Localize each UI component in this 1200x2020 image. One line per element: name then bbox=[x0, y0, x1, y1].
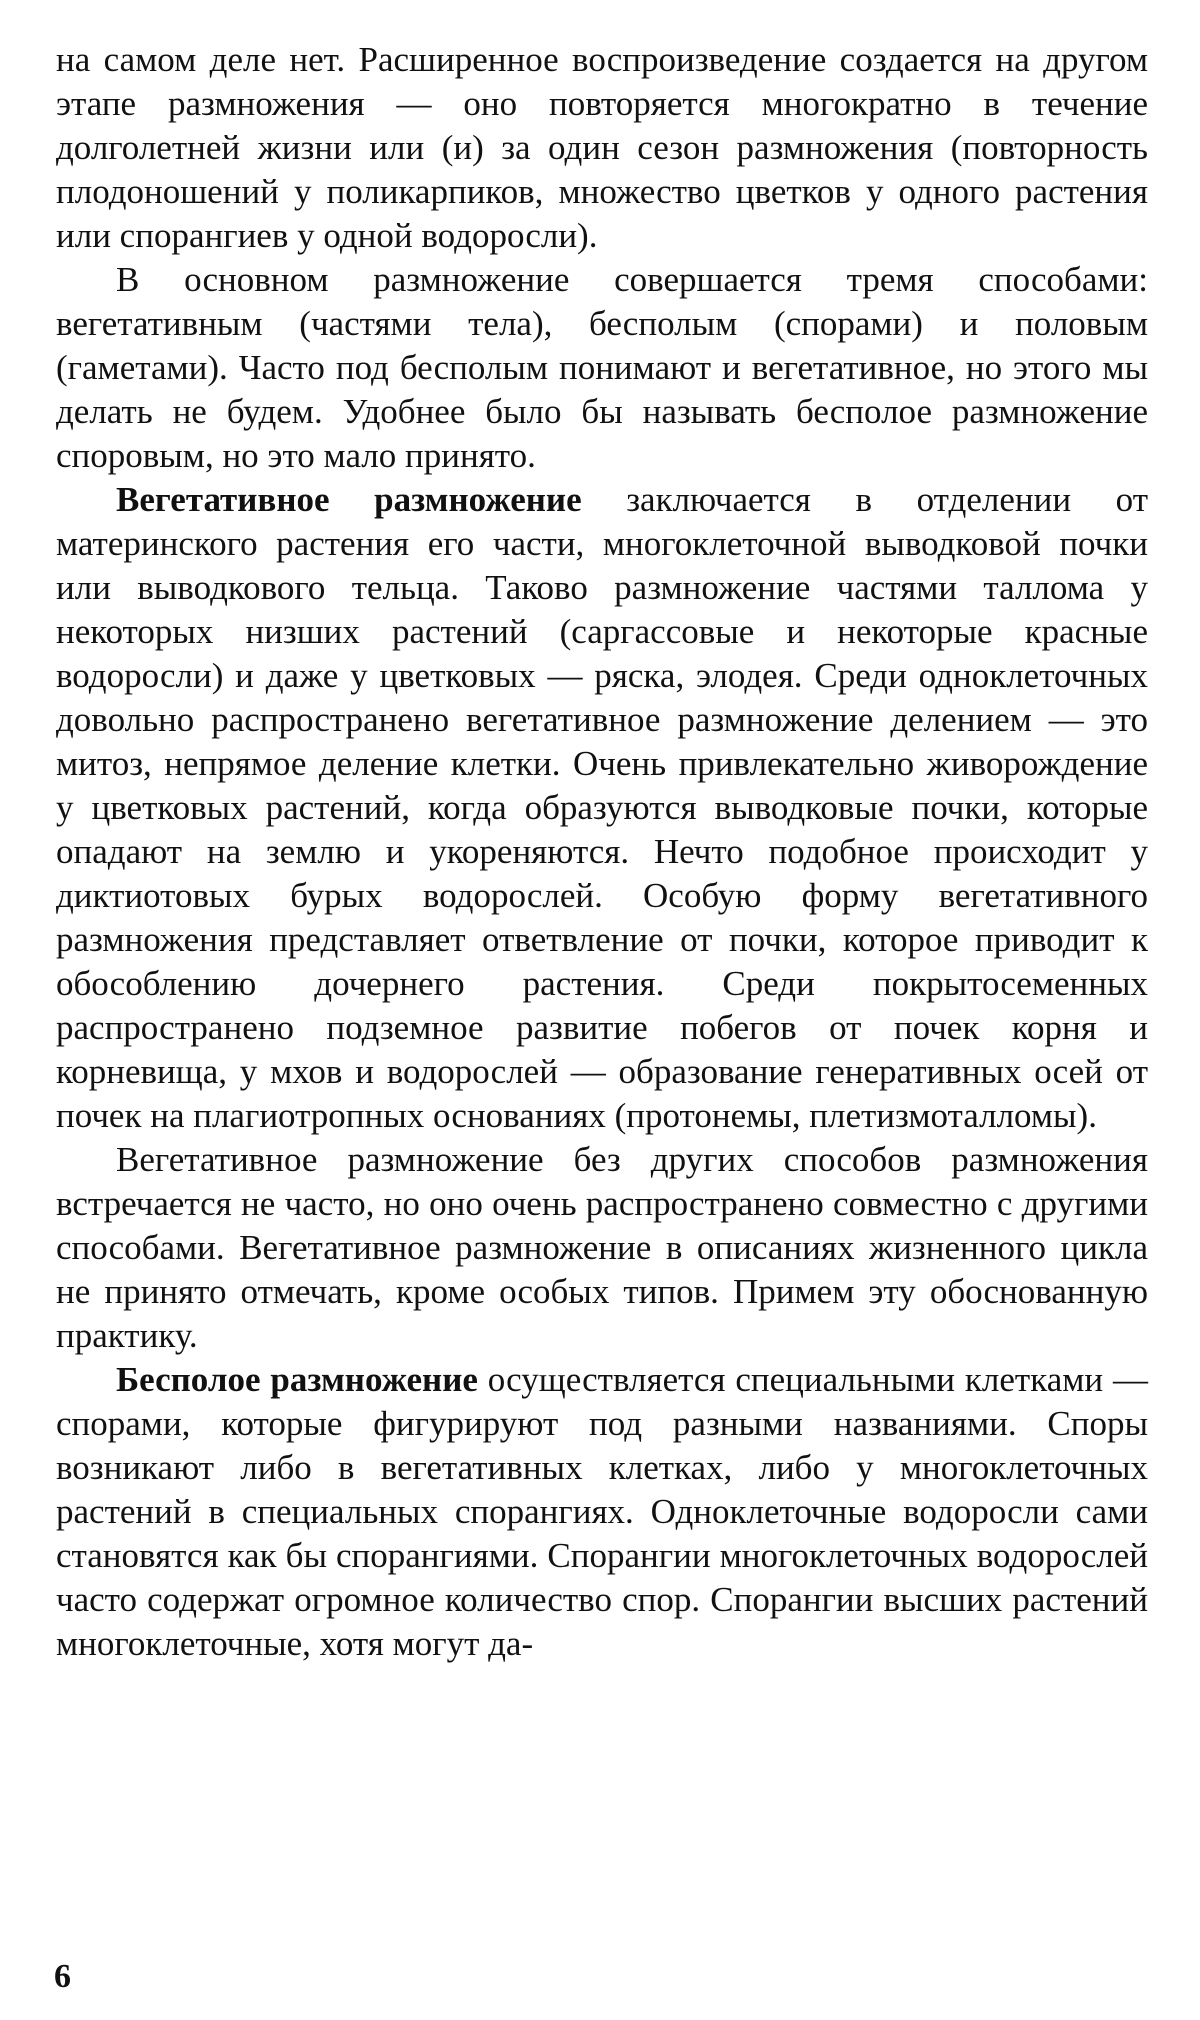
term-vegetative-reproduction: Вегетативное размножение bbox=[116, 480, 582, 519]
paragraph-asexual-reproduction bbox=[56, 1358, 1148, 1666]
page-number: 6 bbox=[54, 1958, 71, 1995]
paragraph-vegetative-practice: Вегетативное размножение без других способов размножения встречается не часто, но оно очень распространено совместно с другими способами. Вегетативное размножение в описаниях жизненного цикла не принято отмечать, кроме особых типов. Примем эту обоснованную практику. bbox=[56, 1140, 1148, 1355]
term-asexual-reproduction: Бесполое размножение bbox=[116, 1360, 478, 1399]
text-column bbox=[56, 38, 1148, 1666]
paragraph-continuation: на самом деле нет. Расширенное воспроизведение создается на другом этапе размножения — оно повторяется многократно в течение долголетней жизни или (и) за один сезон размножения (повторность плодоношений у поликарпиков, множество цветков у одного растения или спорангиев у одной водоросли). bbox=[56, 40, 1148, 255]
paragraph-reproduction-methods: В основном размножение совершается тремя способами: вегетативным (частями тела), бесполым (спорами) и половым (гаметами). Часто под бесполым понимают и вегетативное, но этого мы делать не будем. Удобнее было бы называть бесполое размножение споровым, но это мало принято. bbox=[56, 260, 1148, 475]
paragraph-body: заключается в отделении от материнского растения его части, многоклеточной выводковой почки или выводкового тельца. Таково размножение частями таллома у некоторых низших растений (саргассовые и некоторые красные водоросли) и даже у цветковых — ряска, элодея. Среди одноклеточных довольно распространено вегетативное размножение делением — это митоз, непрямое деление клетки. Очень привлекательно живорождение у цветковых растений, когда образуются выводковые почки, которые опадают на землю и укореняются. Нечто подобное происходит у диктиотовых бурых водорослей. Особую форму вегетативного размножения представляет ответвление от почки, которое приводит к обособлению дочернего растения. Среди покрытосеменных распространено подземное развитие побегов от почек корня и корневища, у мхов и водорослей — образование генеративных осей от почек на плагиотропных основаниях (протонемы, плетизмоталломы). bbox=[56, 480, 1148, 1135]
paragraph-vegetative-reproduction bbox=[56, 478, 1148, 1138]
paragraph-body: осуществляется специальными клетками — спорами, которые фигурируют под разными названиями. Споры возникают либо в вегетативных клетках, либо у многоклеточных растений в специальных спорангиях. Одноклеточные водоросли сами становятся как бы спорангиями. Спорангии многоклеточных водорослей часто содержат огромное количество спор. Спорангии высших растений многоклеточные, хотя могут да- bbox=[56, 1360, 1149, 1663]
